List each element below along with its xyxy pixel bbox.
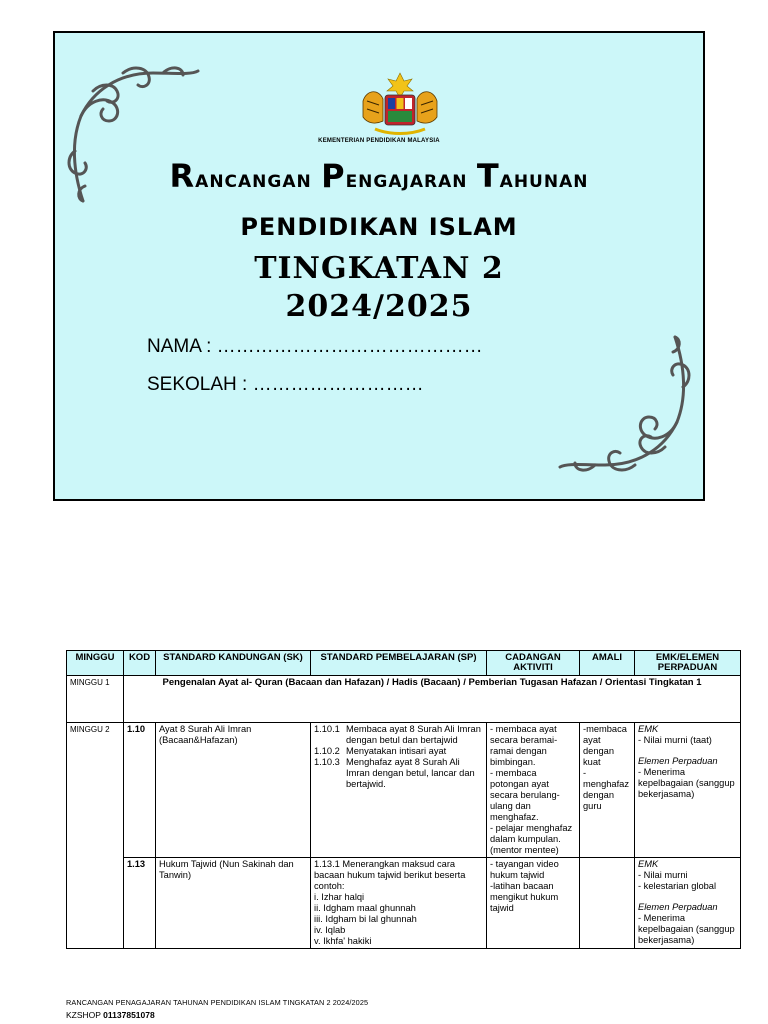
sekolah-field: SEKOLAH : ……………………… bbox=[147, 374, 424, 395]
header-amali: AMALI bbox=[580, 651, 635, 676]
year-title: 2024/2025 bbox=[285, 289, 473, 324]
sk-cell: Hukum Tajwid (Nun Sakinah dan Tanwin) bbox=[156, 858, 311, 949]
kod-cell: 1.13 bbox=[124, 858, 156, 949]
orientation-cell: Pengenalan Ayat al- Quran (Bacaan dan Hafazan) / Hadis (Bacaan) / Pemberian Tugasan Hafazan / Orientasi Tingkatan 1 bbox=[124, 676, 741, 723]
amali-cell: -membaca ayat dengan kuat - menghafaz dengan guru bbox=[580, 723, 635, 858]
header-minggu: MINGGU bbox=[67, 651, 124, 676]
emk-cell: EMK - Nilai murni - kelestarian global Elemen Perpaduan - Menerima kepelbagaian (sanggup bekerjasama) bbox=[635, 858, 741, 949]
table-row bbox=[67, 676, 741, 723]
sp-cell: 1.13.1 Menerangkan maksud cara bacaan hukum tajwid berikut beserta contoh: i. Izhar halqi ii. Idgham maal ghunnah iii. Idgham bi lal ghunnah iv. Iqlab v. Ikhfa' hakiki bbox=[311, 858, 487, 949]
header-emk: EMK/ELEMEN PERPADUAN bbox=[635, 651, 741, 676]
malaysia-crest-icon bbox=[355, 71, 445, 137]
sk-cell: Ayat 8 Surah Ali Imran (Bacaan&Hafazan) bbox=[156, 723, 311, 858]
footer-title: RANCANGAN PENAGAJARAN TAHUNAN PENDIDIKAN ISLAM TINGKATAN 2 2024/2025 bbox=[66, 998, 369, 1007]
header-sk: STANDARD KANDUNGAN (SK) bbox=[156, 651, 311, 676]
emk-cell: EMK - Nilai murni (taat) Elemen Perpaduan - Menerima kepelbagaian (sanggup bekerjasama) bbox=[635, 723, 741, 858]
cadangan-cell: - tayangan video hukum tajwid -latihan bacaan mengikut hukum tajwid bbox=[487, 858, 580, 949]
ministry-name: KEMENTERIAN PENDIDIKAN MALAYSIA bbox=[318, 138, 440, 144]
header-cadangan: CADANGAN AKTIVITI bbox=[487, 651, 580, 676]
table-row bbox=[67, 858, 741, 949]
header-sp: STANDARD PEMBELAJARAN (SP) bbox=[311, 651, 487, 676]
minggu-cell: MINGGU 1 bbox=[67, 676, 124, 723]
nama-field: NAMA : …………………………………… bbox=[147, 336, 483, 357]
table-row bbox=[67, 723, 741, 858]
footer-shop: KZSHOP 01137851078 bbox=[66, 1010, 155, 1020]
amali-cell bbox=[580, 858, 635, 949]
form-title: TINGKATAN 2 bbox=[254, 251, 504, 286]
corner-ornament-icon bbox=[555, 327, 695, 477]
subject-title: PENDIDIKAN ISLAM bbox=[240, 213, 518, 241]
table-header-row bbox=[67, 651, 741, 676]
header-kod: KOD bbox=[124, 651, 156, 676]
document-title: Rancangan Pengajaran Tahunan bbox=[169, 157, 589, 195]
kod-cell: 1.10 bbox=[124, 723, 156, 858]
minggu-cell: MINGGU 2 bbox=[67, 723, 124, 949]
cover-box bbox=[53, 31, 705, 501]
cadangan-cell: - membaca ayat secara beramai-ramai dengan bimbingan. - membaca potongan ayat secara berulang-ulang dan menghafaz. - pelajar menghafaz dalam kumpulan. (mentor mentee) bbox=[487, 723, 580, 858]
lesson-plan-table bbox=[66, 650, 741, 949]
sp-cell: 1.10.1 Membaca ayat 8 Surah Ali Imran dengan betul dan bertajwid 1.10.2 Menyatakan intisari ayat 1.10.3 Menghafaz ayat 8 Surah Ali Imran dengan betul, lancar dan bertajwid. bbox=[311, 723, 487, 858]
